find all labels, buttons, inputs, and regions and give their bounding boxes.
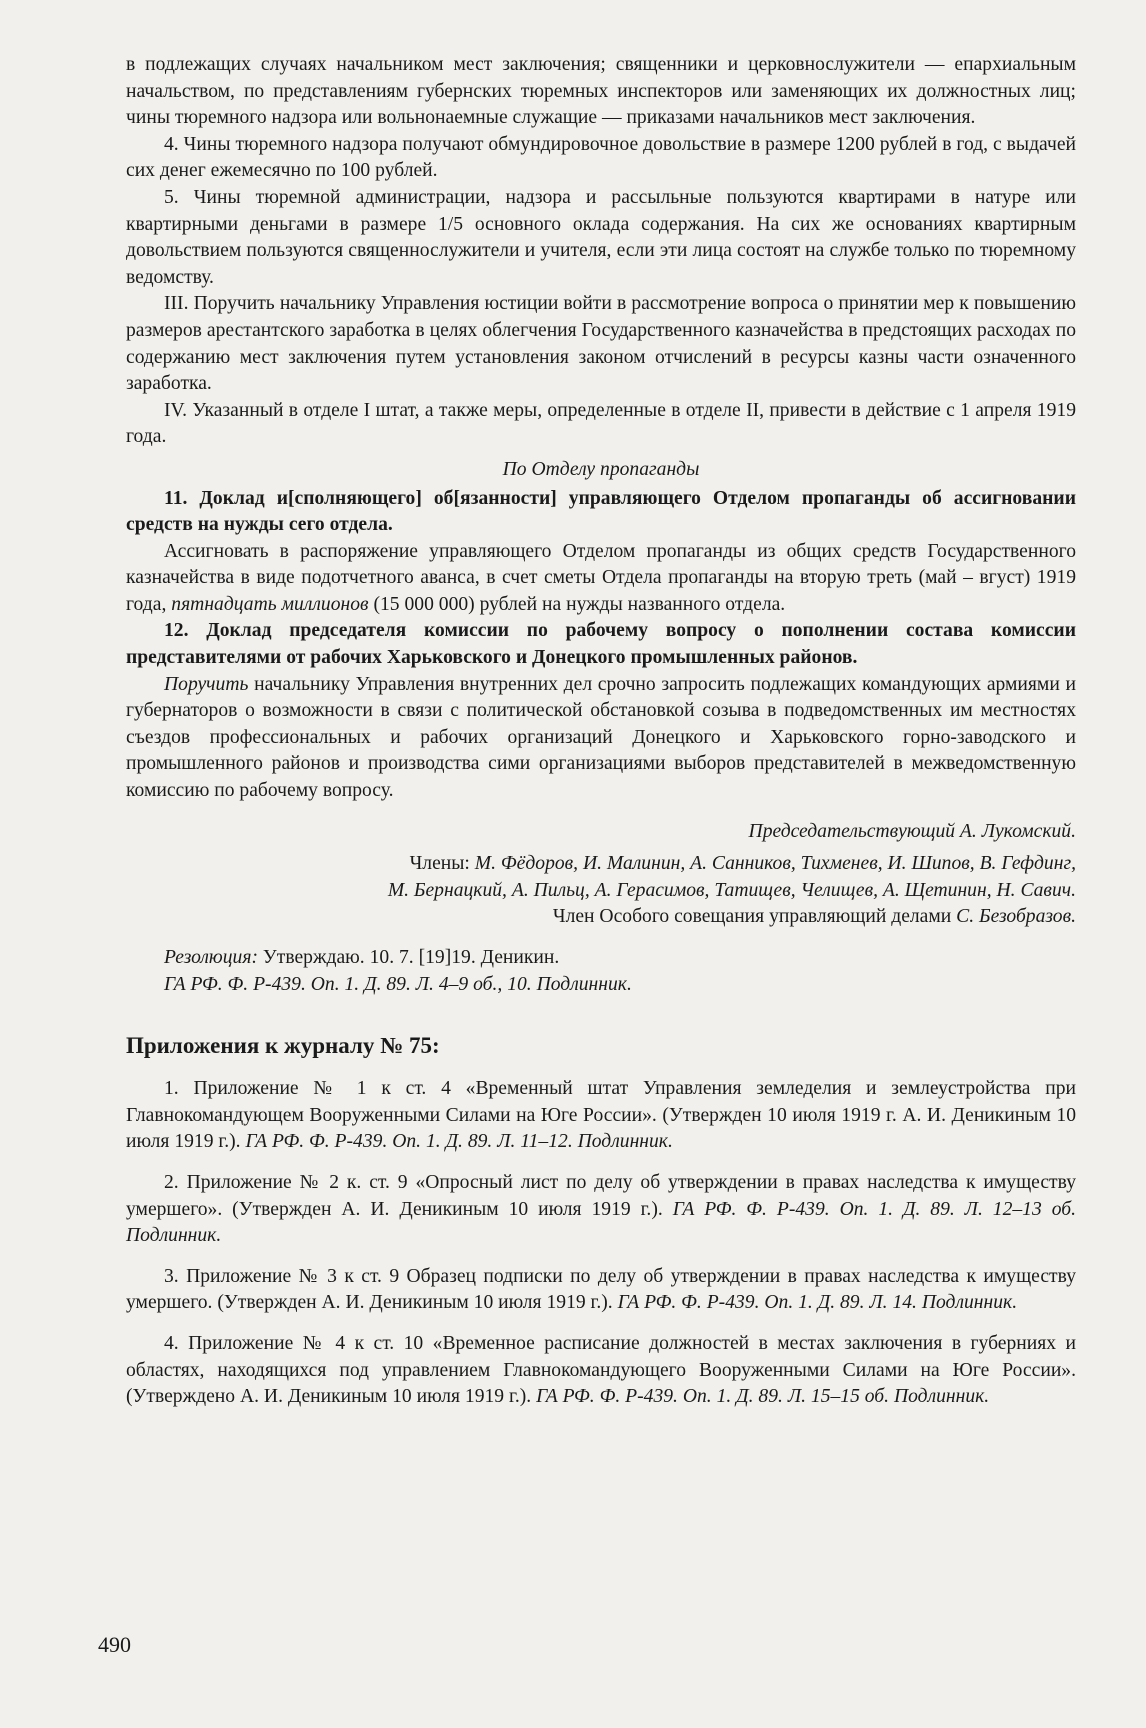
members-line-1 xyxy=(126,851,1076,878)
secretary-line xyxy=(126,904,1076,931)
item-11-text xyxy=(126,539,1076,619)
secretary-label: Член Особого совещания управляющий делами xyxy=(552,906,952,928)
resolution xyxy=(126,945,1076,972)
item-11-text-a: Ассигновать в распоряжение управляющего Отделом пропаганды из общих средств Государственного казначейства в виде подотчетного аванса, в счет сметы Отдела пропаганды на вторую треть (май – вгуст) 1919 года, xyxy=(126,540,1076,615)
archive-reference: ГА РФ. Ф. Р-439. Оп. 1. Д. 89. Л. 4–9 об., 10. Подлинник. xyxy=(164,973,632,995)
item-12-text xyxy=(126,672,1076,805)
members-line-2: М. Бернацкий, А. Пильц, А. Герасимов, Татищев, Челищев, А. Щетинин, Н. Савич. xyxy=(387,879,1076,901)
paragraph-section-4: IV. Указанный в отделе I штат, а также меры, определенные в отделе II, привести в действие с 1 апреля 1919 года. xyxy=(126,399,1076,448)
paragraph-item-4: 4. Чины тюремного надзора получают обмундировочное довольствие в размере 1200 рублей в год, с выдачей сих денег ежемесячно по 100 рублей. xyxy=(126,133,1076,182)
paragraph-section-3: III. Поручить начальнику Управления юстиции войти в рассмотрение вопроса о принятии мер к повышению размеров арестантского заработка в целях облегчения Государственного казначейства в предстоящих расходах по содержанию мест заключения путем установления законом отчислений в ресурсы казны части означенного заработка. xyxy=(126,293,1076,395)
paragraph-item-5: 5. Чины тюремной администрации, надзора и рассыльные пользуются квартирами в натуре или квартирными деньгами в размере 1/5 основного оклада содержания. На сих же основаниях квартирным довольствием пользуются священнослужители и учителя, если эти лица состоят на службе только по тюремному ведомству. xyxy=(126,186,1076,288)
appendix-ref-3: ГА РФ. Ф. Р-439. Оп. 1. Д. 89. Л. 14. Подлинник. xyxy=(617,1292,1018,1314)
item-11-amount-words: пятнадцать миллионов xyxy=(171,593,369,615)
appendices-heading: Приложения к журналу № 75: xyxy=(126,1033,440,1059)
members-names-1: М. Фёдоров, И. Малинин, А. Санников, Тихменев, И. Шипов, В. Гефдинг, xyxy=(474,853,1076,875)
members-label: Члены: xyxy=(409,853,470,875)
appendix-ref-2: ГА РФ. Ф. Р-439. Оп. 1. Д. 89. Л. 12–13 об. Подлинник. xyxy=(126,1198,1076,1247)
item-11-text-b: (15 000 000) рублей на нужды названного отдела. xyxy=(373,593,786,615)
paragraph-continuation: в подлежащих случаях начальником мест заключения; священники и церковнослужители — епархиальным начальством, по представлениям губернских тюремных инспекторов или заменяющих их должностных лиц; чины тюремного надзора или вольнонаемные служащие — приказами начальников мест заключения. xyxy=(126,54,1076,129)
item-12-title: 12. Доклад председателя комиссии по рабочему вопросу о пополнении состава комиссии представителями от рабочих Харьковского и Донецкого промышленных районов. xyxy=(126,620,1076,669)
appendix-item-3: 3. Приложение № 3 к ст. 9 Образец подписки по делу об утверждении в правах наследства к имуществу умершего. (Утвержден А. И. Деникиным 10 июля 1919 г.). ГА РФ. Ф. Р-439. Оп. 1. Д. 89. Л. 14. Подлинник. xyxy=(126,1265,1076,1314)
appendix-item-2: 2. Приложение № 2 к. ст. 9 «Опросный лист по делу об утверждении в правах наследства к имуществу умершего». (Утвержден А. И. Деникиным 10 июля 1919 г.). ГА РФ. Ф. Р-439. Оп. 1. Д. 89. Л. 12–13 об. Подлинник. xyxy=(126,1171,1076,1247)
appendix-item-4: 4. Приложение № 4 к ст. 10 «Временное расписание должностей в местах заключения в губерниях и областях, находящихся под управлением Главнокомандующего Вооруженными Силами на Юге России». (Утверждено А. И. Деникиным 10 июля 1919 г.). ГА РФ. Ф. Р-439. Оп. 1. Д. 89. Л. 15–15 об. Подлинник. xyxy=(126,1332,1076,1408)
appendix-item-1: 1. Приложение № 1 к ст. 4 «Временный штат Управления земледелия и землеустройства при Главнокомандующем Вооруженными Силами на Юге России». (Утвержден 10 июля 1919 г. А. И. Деникиным 10 июля 1919 г.). ГА РФ. Ф. Р-439. Оп. 1. Д. 89. Л. 11–12. Подлинник. xyxy=(126,1078,1076,1153)
appendix-ref-4: ГА РФ. Ф. Р-439. Оп. 1. Д. 89. Л. 15–15 об. Подлинник. xyxy=(536,1386,990,1408)
chair-signature: Председательствующий А. Лукомский. xyxy=(748,820,1076,842)
resolution-label: Резолюция: xyxy=(164,947,258,968)
item-12-verb: Поручить xyxy=(164,673,249,695)
secretary-name: С. Безобразов. xyxy=(956,906,1076,928)
section-heading: По Отделу пропаганды xyxy=(502,458,700,480)
appendix-ref-1: ГА РФ. Ф. Р-439. Оп. 1. Д. 89. Л. 11–12. Подлинник. xyxy=(245,1131,673,1153)
item-11-title: 11. Доклад и[сполняющего] об[язанности] управляющего Отделом пропаганды об ассигновании средств на нужды сего отдела. xyxy=(126,487,1076,536)
page-number: 490 xyxy=(98,1632,131,1657)
resolution-text: Утверждаю. 10. 7. [19]19. Деникин. xyxy=(262,947,560,968)
item-12-body: начальнику Управления внутренних дел срочно запросить подлежащих командующих армиями и губернаторов о возможности в связи с политической обстановкой созыва в подведомственных им местностях съездов профессиональных и рабочих организаций Донецкого и Харьковского горно-заводского и промышленного районов и производства сими организациями выборов представителей в межведомственную комиссию по рабочему вопросу. xyxy=(126,673,1076,802)
